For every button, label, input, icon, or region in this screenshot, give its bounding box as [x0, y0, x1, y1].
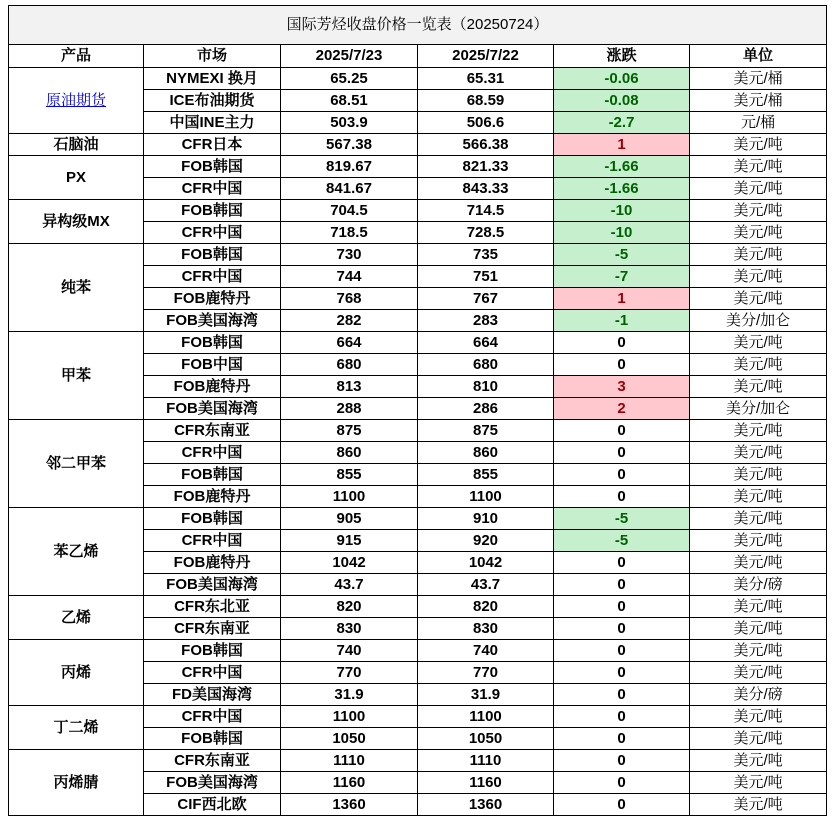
price-date2-cell: 31.9: [418, 684, 554, 706]
price-date2-cell: 820: [418, 596, 554, 618]
unit-cell: 美元/吨: [690, 156, 827, 178]
price-date1-cell: 1360: [281, 794, 418, 816]
product-cell: 邻二甲苯: [9, 420, 144, 508]
market-cell: CFR东南亚: [144, 618, 281, 640]
product-cell: 苯乙烯: [9, 508, 144, 596]
price-date1-cell: 730: [281, 244, 418, 266]
price-date1-cell: 1100: [281, 486, 418, 508]
market-cell: CFR东北亚: [144, 596, 281, 618]
unit-cell: 美元/桶: [690, 90, 827, 112]
price-date2-cell: 855: [418, 464, 554, 486]
price-date2-cell: 843.33: [418, 178, 554, 200]
change-cell: 0: [554, 684, 690, 706]
price-table: [8, 5, 827, 816]
change-cell: 0: [554, 772, 690, 794]
price-date2-cell: 875: [418, 420, 554, 442]
unit-cell: 美分/磅: [690, 574, 827, 596]
unit-cell: 美元/吨: [690, 442, 827, 464]
unit-cell: 美元/吨: [690, 332, 827, 354]
price-date1-cell: 830: [281, 618, 418, 640]
price-date2-cell: 1100: [418, 706, 554, 728]
unit-cell: 元/桶: [690, 112, 827, 134]
change-cell: 0: [554, 442, 690, 464]
price-date1-cell: 820: [281, 596, 418, 618]
market-cell: CIF西北欧: [144, 794, 281, 816]
change-cell: -5: [554, 508, 690, 530]
price-date1-cell: 841.67: [281, 178, 418, 200]
unit-cell: 美元/吨: [690, 266, 827, 288]
table-row: [9, 420, 827, 442]
price-date1-cell: 1110: [281, 750, 418, 772]
price-date2-cell: 43.7: [418, 574, 554, 596]
product-cell: 甲苯: [9, 332, 144, 420]
price-date2-cell: 714.5: [418, 200, 554, 222]
table-row: [9, 508, 827, 530]
product-cell: 乙烯: [9, 596, 144, 640]
price-date2-cell: 566.38: [418, 134, 554, 156]
change-cell: 0: [554, 574, 690, 596]
unit-cell: 美元/吨: [690, 596, 827, 618]
price-date2-cell: 664: [418, 332, 554, 354]
market-cell: FOB韩国: [144, 200, 281, 222]
price-date2-cell: 830: [418, 618, 554, 640]
table-row: [9, 134, 827, 156]
change-cell: 0: [554, 464, 690, 486]
product-cell: PX: [9, 156, 144, 200]
price-date2-cell: 65.31: [418, 68, 554, 90]
change-cell: 0: [554, 552, 690, 574]
table-row: [9, 706, 827, 728]
change-cell: -5: [554, 244, 690, 266]
price-date1-cell: 718.5: [281, 222, 418, 244]
unit-cell: 美元/吨: [690, 354, 827, 376]
market-cell: FOB鹿特丹: [144, 288, 281, 310]
market-cell: FOB鹿特丹: [144, 376, 281, 398]
unit-cell: 美元/吨: [690, 376, 827, 398]
change-cell: 0: [554, 750, 690, 772]
change-cell: -0.06: [554, 68, 690, 90]
header-product: 产品: [9, 45, 144, 68]
header-market: 市场: [144, 45, 281, 68]
price-date2-cell: 286: [418, 398, 554, 420]
unit-cell: 美元/吨: [690, 794, 827, 816]
price-date1-cell: 65.25: [281, 68, 418, 90]
price-date1-cell: 770: [281, 662, 418, 684]
change-cell: 0: [554, 640, 690, 662]
product-cell: 丙烯腈: [9, 750, 144, 816]
price-date2-cell: 1160: [418, 772, 554, 794]
price-date2-cell: 821.33: [418, 156, 554, 178]
unit-cell: 美元/吨: [690, 640, 827, 662]
change-cell: 0: [554, 332, 690, 354]
change-cell: 1: [554, 288, 690, 310]
market-cell: CFR中国: [144, 178, 281, 200]
market-cell: FOB美国海湾: [144, 574, 281, 596]
price-date2-cell: 920: [418, 530, 554, 552]
price-date2-cell: 68.59: [418, 90, 554, 112]
unit-cell: 美元/桶: [690, 68, 827, 90]
change-cell: -5: [554, 530, 690, 552]
change-cell: 0: [554, 486, 690, 508]
price-date1-cell: 740: [281, 640, 418, 662]
change-cell: 0: [554, 596, 690, 618]
price-date2-cell: 1360: [418, 794, 554, 816]
unit-cell: 美元/吨: [690, 200, 827, 222]
table-row: [9, 68, 827, 90]
market-cell: NYMEXI 换月: [144, 68, 281, 90]
unit-cell: 美元/吨: [690, 178, 827, 200]
price-date1-cell: 664: [281, 332, 418, 354]
market-cell: CFR日本: [144, 134, 281, 156]
price-date1-cell: 1042: [281, 552, 418, 574]
market-cell: ICE布油期货: [144, 90, 281, 112]
header-unit: 单位: [690, 45, 827, 68]
market-cell: CFR中国: [144, 706, 281, 728]
unit-cell: 美元/吨: [690, 618, 827, 640]
market-cell: FOB中国: [144, 354, 281, 376]
change-cell: 0: [554, 706, 690, 728]
header-date1: 2025/7/23: [281, 45, 418, 68]
unit-cell: 美分/加仑: [690, 310, 827, 332]
price-date1-cell: 813: [281, 376, 418, 398]
unit-cell: 美元/吨: [690, 772, 827, 794]
product-cell: 丙烯: [9, 640, 144, 706]
product-cell: 丁二烯: [9, 706, 144, 750]
price-date2-cell: 767: [418, 288, 554, 310]
change-cell: -1: [554, 310, 690, 332]
table-row: [9, 332, 827, 354]
market-cell: FOB韩国: [144, 464, 281, 486]
change-cell: 0: [554, 354, 690, 376]
market-cell: FOB鹿特丹: [144, 552, 281, 574]
product-cell: 石脑油: [9, 134, 144, 156]
unit-cell: 美元/吨: [690, 486, 827, 508]
change-cell: -2.7: [554, 112, 690, 134]
price-date2-cell: 860: [418, 442, 554, 464]
unit-cell: 美元/吨: [690, 530, 827, 552]
price-table-container: [8, 5, 826, 816]
market-cell: FOB韩国: [144, 332, 281, 354]
price-date1-cell: 680: [281, 354, 418, 376]
price-date1-cell: 1100: [281, 706, 418, 728]
product-cell: [9, 68, 144, 134]
price-date1-cell: 704.5: [281, 200, 418, 222]
unit-cell: 美元/吨: [690, 244, 827, 266]
price-date2-cell: 1100: [418, 486, 554, 508]
product-cell: 纯苯: [9, 244, 144, 332]
product-cell: 异构级MX: [9, 200, 144, 244]
market-cell: FOB美国海湾: [144, 398, 281, 420]
market-cell: 中国INE主力: [144, 112, 281, 134]
price-date1-cell: 744: [281, 266, 418, 288]
price-date1-cell: 860: [281, 442, 418, 464]
change-cell: 0: [554, 794, 690, 816]
change-cell: 0: [554, 420, 690, 442]
price-date2-cell: 910: [418, 508, 554, 530]
price-date1-cell: 768: [281, 288, 418, 310]
price-date2-cell: 751: [418, 266, 554, 288]
unit-cell: 美元/吨: [690, 222, 827, 244]
table-row: [9, 640, 827, 662]
price-date1-cell: 31.9: [281, 684, 418, 706]
unit-cell: 美元/吨: [690, 134, 827, 156]
change-cell: 0: [554, 618, 690, 640]
market-cell: CFR中国: [144, 442, 281, 464]
price-date1-cell: 43.7: [281, 574, 418, 596]
price-date2-cell: 680: [418, 354, 554, 376]
market-cell: CFR东南亚: [144, 420, 281, 442]
price-date1-cell: 915: [281, 530, 418, 552]
title-row: [9, 6, 827, 45]
change-cell: -0.08: [554, 90, 690, 112]
change-cell: -1.66: [554, 178, 690, 200]
price-date1-cell: 68.51: [281, 90, 418, 112]
price-date2-cell: 740: [418, 640, 554, 662]
change-cell: 0: [554, 662, 690, 684]
price-date1-cell: 282: [281, 310, 418, 332]
market-cell: FD美国海湾: [144, 684, 281, 706]
market-cell: CFR中国: [144, 222, 281, 244]
market-cell: FOB鹿特丹: [144, 486, 281, 508]
market-cell: FOB韩国: [144, 508, 281, 530]
table-row: [9, 750, 827, 772]
change-cell: 1: [554, 134, 690, 156]
price-date2-cell: 283: [418, 310, 554, 332]
price-date2-cell: 810: [418, 376, 554, 398]
market-cell: FOB韩国: [144, 728, 281, 750]
header-date2: 2025/7/22: [418, 45, 554, 68]
market-cell: CFR中国: [144, 266, 281, 288]
table-body: [9, 68, 827, 816]
price-date2-cell: 506.6: [418, 112, 554, 134]
price-date1-cell: 503.9: [281, 112, 418, 134]
price-date2-cell: 735: [418, 244, 554, 266]
price-date1-cell: 819.67: [281, 156, 418, 178]
header-row: [9, 45, 827, 68]
change-cell: -10: [554, 222, 690, 244]
change-cell: 0: [554, 728, 690, 750]
table-row: [9, 200, 827, 222]
table-row: [9, 596, 827, 618]
price-date2-cell: 728.5: [418, 222, 554, 244]
price-date1-cell: 905: [281, 508, 418, 530]
price-date2-cell: 1050: [418, 728, 554, 750]
unit-cell: 美元/吨: [690, 420, 827, 442]
unit-cell: 美元/吨: [690, 706, 827, 728]
unit-cell: 美分/加仑: [690, 398, 827, 420]
market-cell: FOB韩国: [144, 244, 281, 266]
change-cell: -7: [554, 266, 690, 288]
price-date2-cell: 770: [418, 662, 554, 684]
unit-cell: 美分/磅: [690, 684, 827, 706]
market-cell: CFR中国: [144, 530, 281, 552]
market-cell: CFR东南亚: [144, 750, 281, 772]
price-date1-cell: 855: [281, 464, 418, 486]
unit-cell: 美元/吨: [690, 662, 827, 684]
table-row: [9, 244, 827, 266]
change-cell: 3: [554, 376, 690, 398]
table-row: [9, 156, 827, 178]
price-date1-cell: 567.38: [281, 134, 418, 156]
unit-cell: 美元/吨: [690, 750, 827, 772]
product-link[interactable]: 原油期货: [45, 91, 106, 109]
price-date1-cell: 1050: [281, 728, 418, 750]
price-date1-cell: 288: [281, 398, 418, 420]
table-title: 国际芳烃收盘价格一览表（20250724）: [9, 6, 827, 45]
market-cell: FOB韩国: [144, 640, 281, 662]
unit-cell: 美元/吨: [690, 464, 827, 486]
change-cell: -10: [554, 200, 690, 222]
unit-cell: 美元/吨: [690, 288, 827, 310]
change-cell: 2: [554, 398, 690, 420]
change-cell: -1.66: [554, 156, 690, 178]
unit-cell: 美元/吨: [690, 728, 827, 750]
market-cell: FOB美国海湾: [144, 772, 281, 794]
market-cell: CFR中国: [144, 662, 281, 684]
unit-cell: 美元/吨: [690, 552, 827, 574]
price-date2-cell: 1110: [418, 750, 554, 772]
market-cell: FOB韩国: [144, 156, 281, 178]
price-date1-cell: 1160: [281, 772, 418, 794]
price-date2-cell: 1042: [418, 552, 554, 574]
unit-cell: 美元/吨: [690, 508, 827, 530]
market-cell: FOB美国海湾: [144, 310, 281, 332]
header-change: 涨跌: [554, 45, 690, 68]
price-date1-cell: 875: [281, 420, 418, 442]
